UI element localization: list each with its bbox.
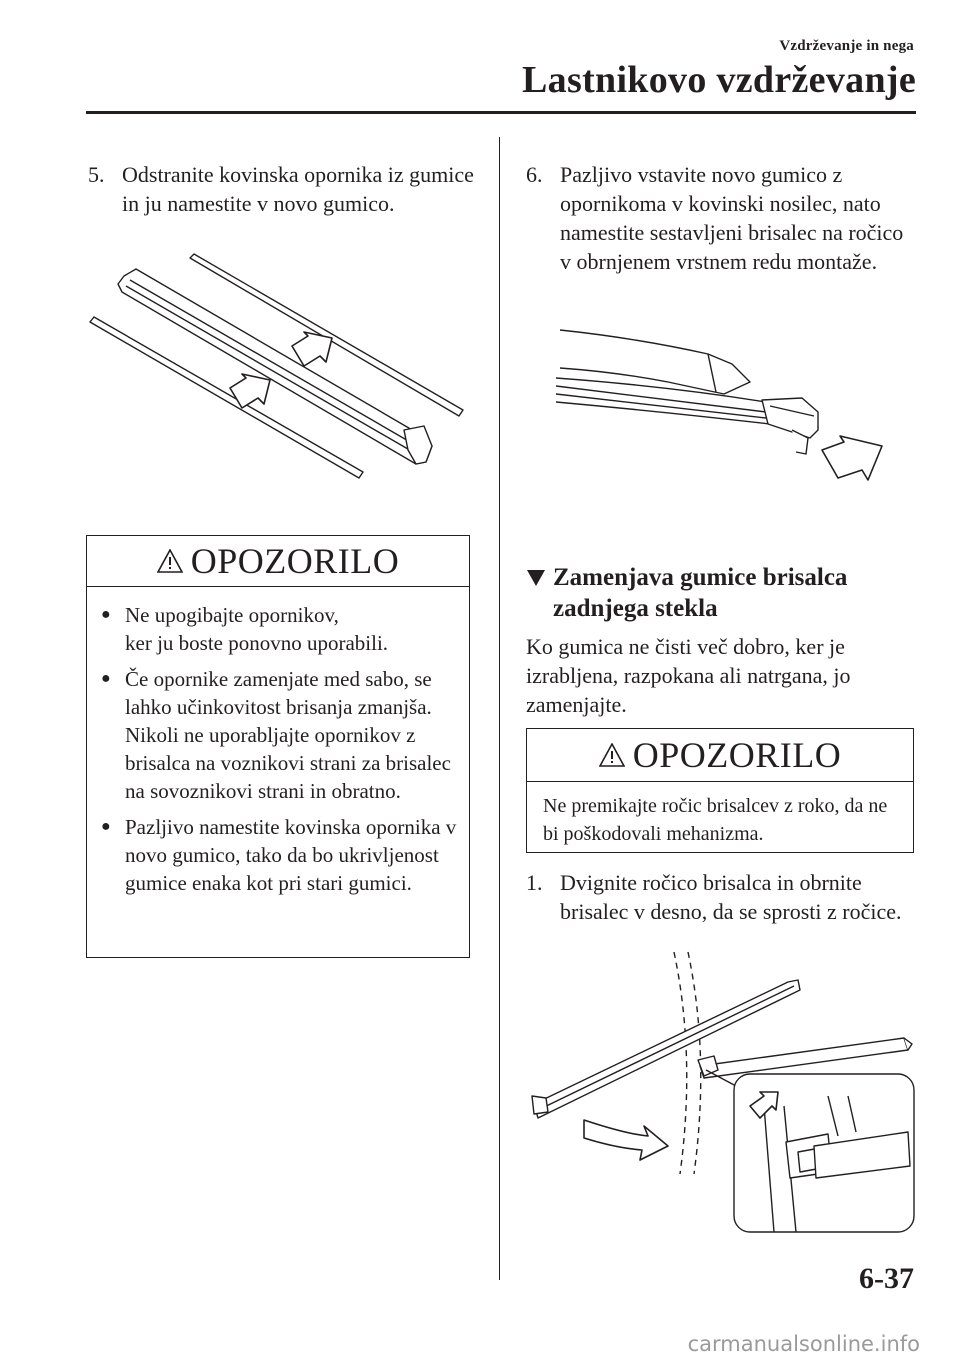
step-6-number: 6. — [526, 162, 543, 187]
section-title: Zamenjava gumice brisalca zadnjega stekla — [553, 564, 848, 622]
warning-box-1 — [86, 535, 470, 958]
section-triangle-icon — [526, 569, 546, 587]
step-5-number: 5. — [88, 162, 105, 187]
watermark: carmanualsonline.info — [687, 1332, 920, 1356]
warning-text: Ne premikajte ročic brisalcev z roko, da ne bi poškodovali mehanizma. — [543, 795, 888, 845]
bullet-dot-icon: ● — [101, 606, 111, 623]
warning-bullet: ● Pazljivo namestite kovinska opornika v novo gumico, tako da bo ukrivljenost gumice enaka kot pri stari gumici. — [101, 815, 457, 895]
page-number: 6-37 — [859, 1262, 914, 1295]
warning-title: OPOZORILO — [632, 735, 842, 775]
illustration-blade-strips — [86, 250, 476, 490]
warning-bullet: ● Če opornike zamenjate med sabo, se lahko učinkovitost brisanja zmanjša. Nikoli ne uporabljajte opornikov z brisalca na voznikovi strani za brisalec na sovoznikovi strani in obratno. — [101, 667, 451, 803]
warning-triangle-icon — [599, 743, 625, 767]
warning-header — [527, 729, 913, 782]
section-intro: Ko gumica ne čisti več dobro, ker je izrabljena, razpokana ali natrgana, jo zamenjajte. — [526, 634, 851, 717]
warning-bullet: ● Ne upogibajte opornikov, ker ju boste ponovno uporabili. — [101, 603, 389, 655]
step-1-text: Dvignite ročico brisalca in obrnite brisalec v desno, da se sprosti z ročice. — [560, 870, 902, 924]
step-5 — [88, 160, 488, 218]
step-1 — [526, 868, 916, 926]
warning-header — [87, 536, 469, 587]
bullet-dot-icon: ● — [101, 818, 111, 835]
illustration-blade-removal — [528, 946, 920, 1240]
step-5-text: Odstranite kovinska opornika iz gumice in ju namestite v novo gumico. — [122, 162, 474, 216]
illustration-blade-insert — [556, 320, 896, 490]
column-divider — [499, 137, 500, 1280]
arrow-icon — [292, 332, 332, 366]
arrow-icon — [822, 436, 882, 480]
section-heading — [526, 562, 916, 624]
step-1-number: 1. — [526, 870, 543, 895]
chapter-subtitle: Vzdrževanje in nega — [779, 38, 914, 54]
chapter-title: Lastnikovo vzdrževanje — [522, 59, 916, 101]
warning-title: OPOZORILO — [190, 541, 400, 581]
rotate-icon — [584, 1120, 668, 1160]
wiper-arm — [700, 1038, 908, 1078]
warning-box-2 — [526, 728, 914, 853]
header-rule — [86, 111, 916, 114]
step-6-text: Pazljivo vstavite novo gumico z opornikoma v kovinski nosilec, nato namestite sestavljeni brisalec na ročico v obrnjenem vrstnem redu montaže. — [560, 162, 904, 274]
bullet-dot-icon: ● — [101, 670, 111, 687]
step-6 — [526, 160, 916, 276]
warning-triangle-icon — [157, 549, 183, 573]
